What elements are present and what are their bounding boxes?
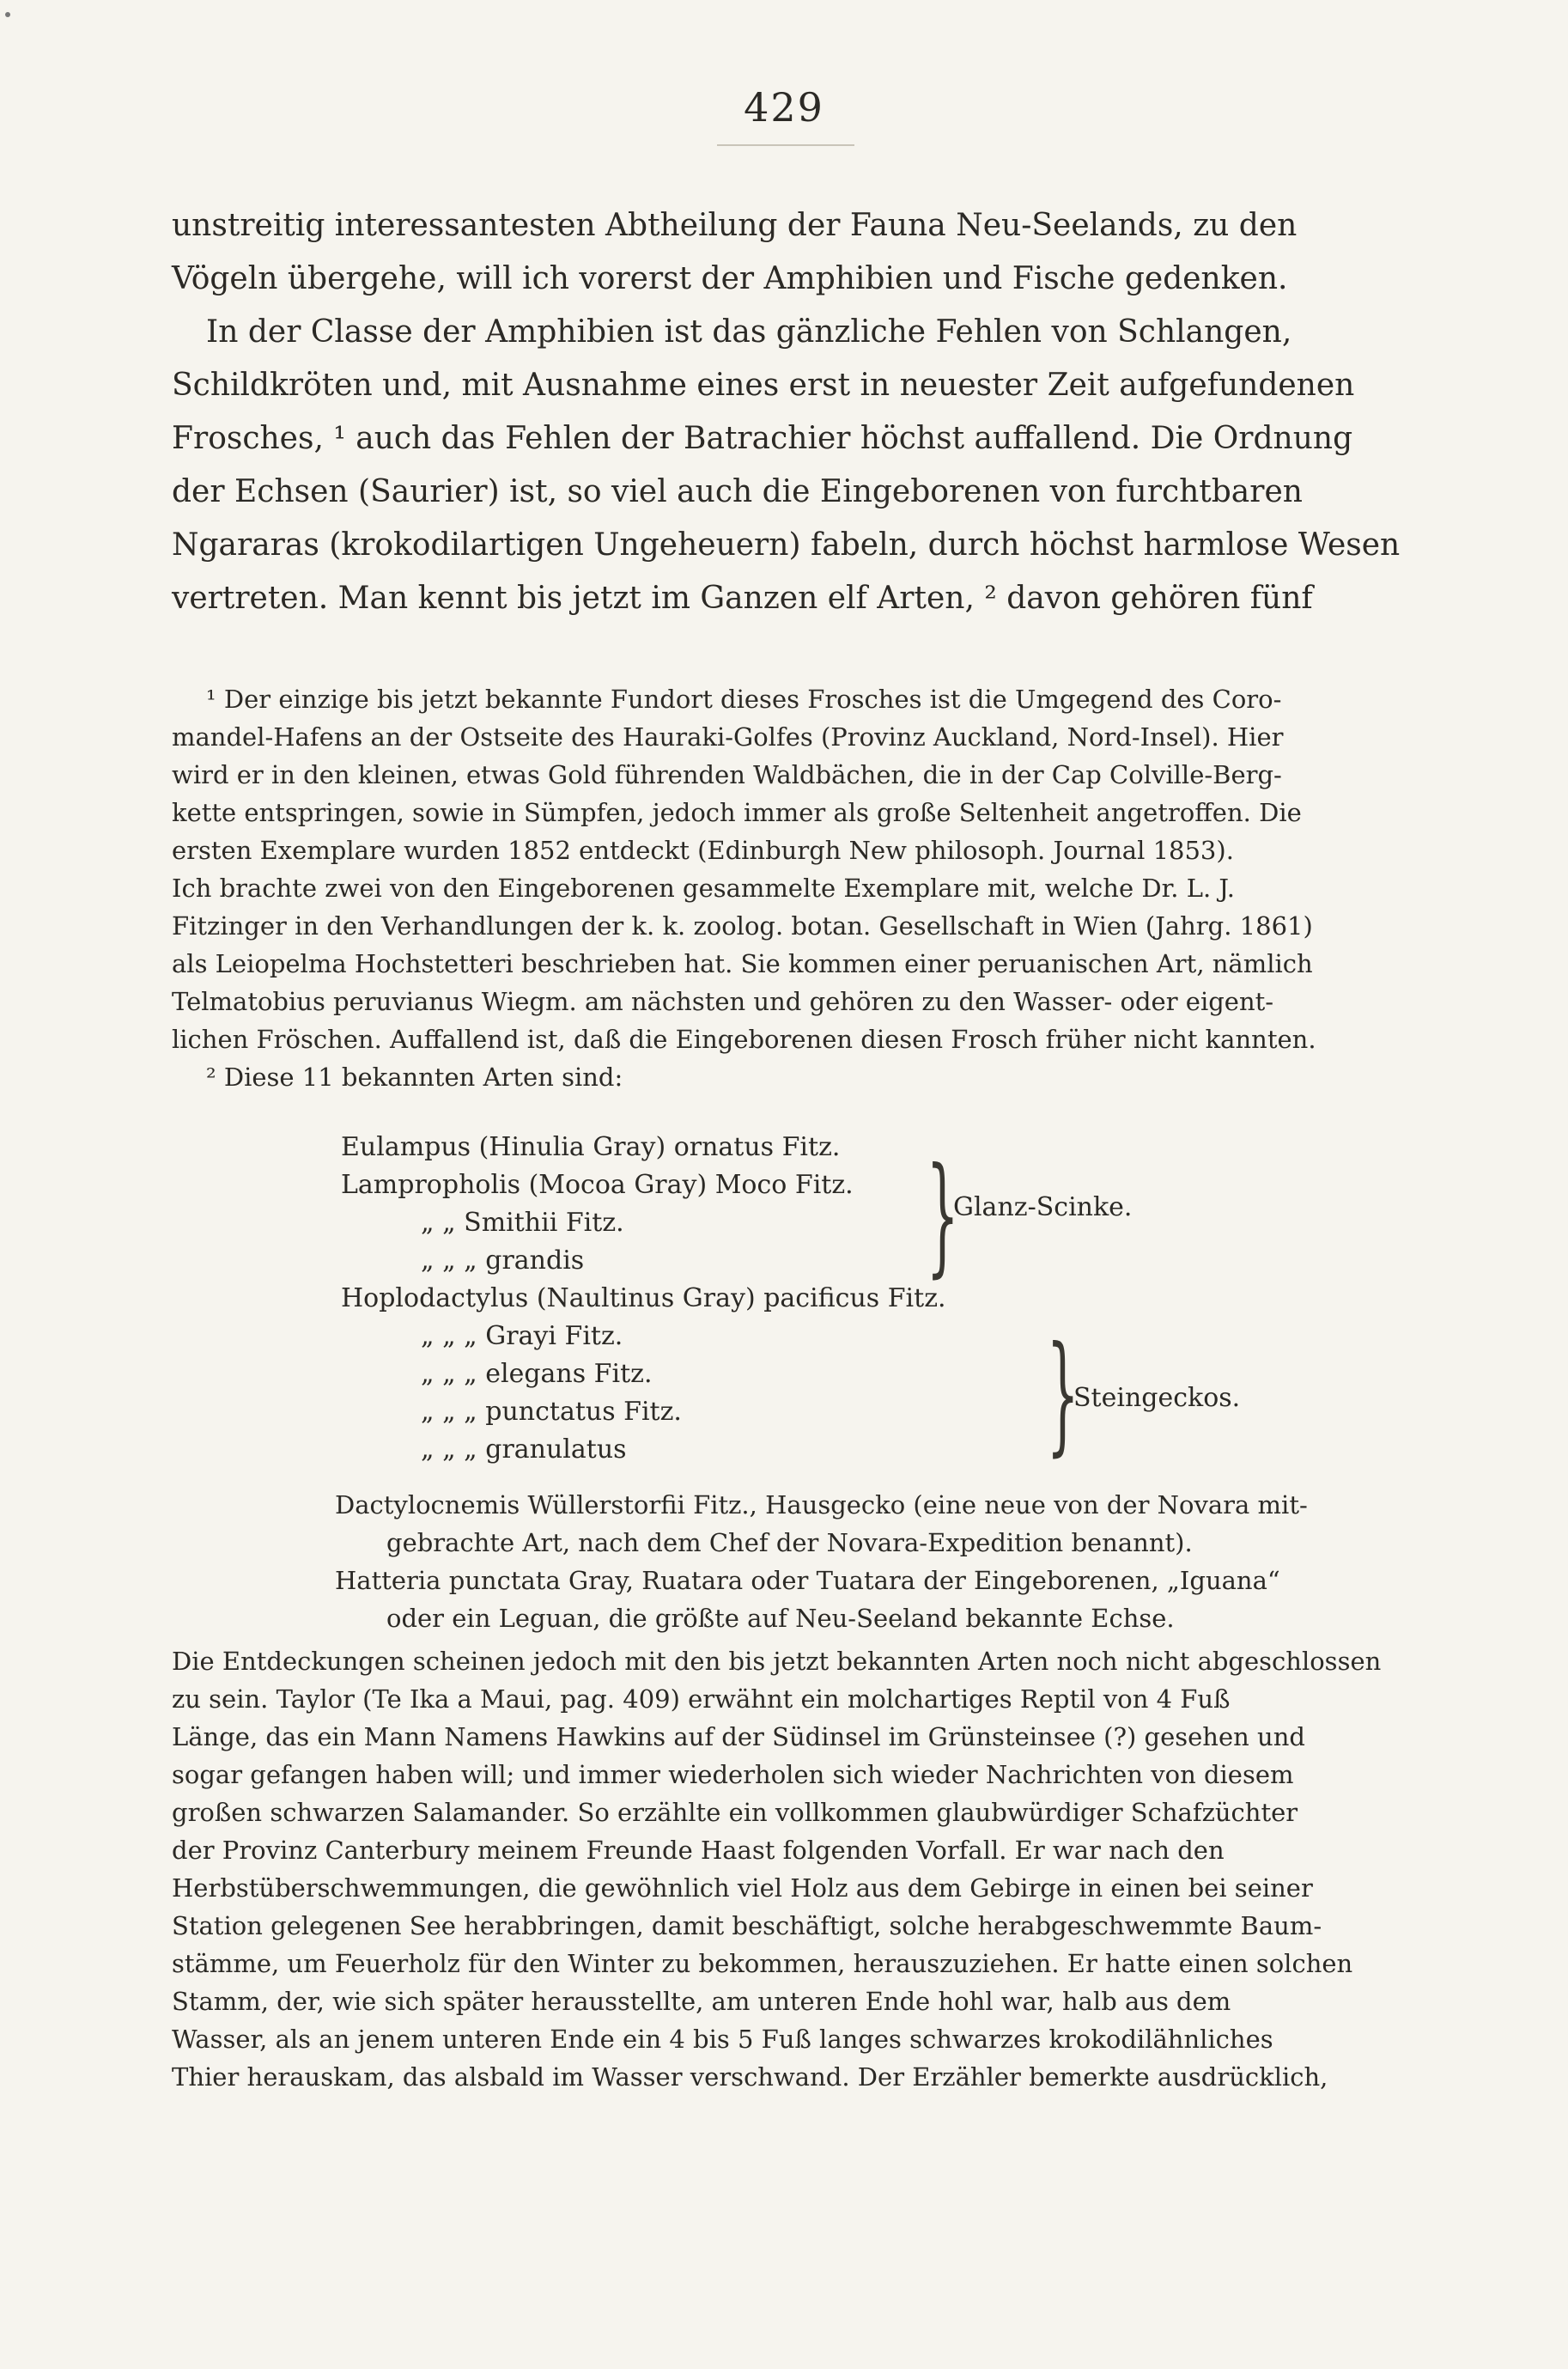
- group-label-scinke: Glanz-Scinke.: [953, 1192, 1133, 1222]
- species-item: Hoplodactylus (Naultinus Gray) pacificus Fitz.: [341, 1283, 946, 1313]
- species-item: „ „ „ granulatus: [421, 1434, 627, 1465]
- footnote-line: der Provinz Canterbury meinem Freunde Haast folgenden Vorfall. Er war nach den: [172, 1836, 1225, 1865]
- footnote-line: Telmatobius peruvianus Wiegm. am nächsten und gehören zu den Wasser- oder eigent-: [172, 987, 1274, 1016]
- species-item: „ „ „ Grayi Fitz.: [421, 1321, 623, 1351]
- scan-speck: [5, 12, 10, 17]
- species-item: Eulampus (Hinulia Gray) ornatus Fitz.: [341, 1132, 841, 1162]
- footnote-line: oder ein Leguan, die größte auf Neu-Seeland bekannte Echse.: [386, 1604, 1175, 1633]
- footnote-line: ¹ Der einzige bis jetzt bekannte Fundort dieses Frosches ist die Umgegend des Coro-: [206, 685, 1282, 714]
- footnote-line: als Leiopelma Hochstetteri beschrieben hat. Sie kommen einer peruanischen Art, nämlich: [172, 949, 1313, 978]
- footnote-line: Thier herauskam, das alsbald im Wasser verschwand. Der Erzähler bemerkte ausdrücklich,: [172, 2062, 1328, 2092]
- footnote-2-species-extra: [335, 1486, 1408, 1637]
- group-label-geckos: Steingeckos.: [1073, 1383, 1241, 1413]
- footnote-line: Fitzinger in den Verhandlungen der k. k. zoolog. botan. Gesellschaft in Wien (Jahrg. 1861): [172, 911, 1313, 941]
- page-number: 429: [744, 84, 824, 131]
- species-item: „ „ „ elegans Fitz.: [421, 1359, 653, 1389]
- footnote-line: kette entspringen, sowie in Sümpfen, jedoch immer als große Seltenheit angetroffen. Die: [172, 798, 1302, 827]
- footnote-2-tail: [172, 1642, 1408, 2096]
- footnote-line: Herbstüberschwemmungen, die gewöhnlich viel Holz aus dem Gebirge in einen bei seiner: [172, 1873, 1313, 1903]
- footnote-line: stämme, um Feuerholz für den Winter zu bekommen, herauszuziehen. Er hatte einen solchen: [172, 1949, 1353, 1978]
- footnote-2-intro: ² Diese 11 bekannten Arten sind:: [206, 1063, 623, 1092]
- footnote-line: mandel-Hafens an der Ostseite des Hauraki-Golfes (Provinz Auckland, Nord-Insel). Hier: [172, 722, 1284, 752]
- text-line: der Echsen (Saurier) ist, so viel auch die Eingeborenen von furchtbaren: [172, 474, 1303, 509]
- footnote-line: wird er in den kleinen, etwas Gold führenden Waldbächen, die in der Cap Colville-Berg-: [172, 760, 1282, 789]
- footnote-line: Dactylocnemis Wüllerstorfii Fitz., Hausgecko (eine neue von der Novara mit-: [335, 1490, 1308, 1519]
- footnote-line: Stamm, der, wie sich später herausstellte, am unteren Ende hohl war, halb aus dem: [172, 1987, 1231, 2016]
- footnote-1: [172, 680, 1408, 1096]
- footnote-line: großen schwarzen Salamander. So erzählte ein vollkommen glaubwürdiger Schafzüchter: [172, 1798, 1298, 1827]
- species-item: „ „ „ punctatus Fitz.: [421, 1397, 682, 1427]
- footnote-line: Die Entdeckungen scheinen jedoch mit den bis jetzt bekannten Arten noch nicht abgeschlossen: [172, 1647, 1382, 1676]
- text-line: vertreten. Man kennt bis jetzt im Ganzen elf Arten, ² davon gehören fünf: [172, 581, 1313, 616]
- footnote-line: Ich brachte zwei von den Eingeborenen gesammelte Exemplare mit, welche Dr. L. J.: [172, 874, 1236, 903]
- text-line: unstreitig interessantesten Abtheilung der Fauna Neu-Seelands, zu den: [172, 208, 1298, 243]
- text-line: Schildkröten und, mit Ausnahme eines erst in neuester Zeit aufgefundenen: [172, 368, 1355, 403]
- footnote-line: ersten Exemplare wurden 1852 entdeckt (Edinburgh New philosoph. Journal 1853).: [172, 836, 1234, 865]
- footnote-line: zu sein. Taylor (Te Ika a Maui, pag. 409) erwähnt ein molchartiges Reptil von 4 Fuß: [172, 1684, 1231, 1714]
- brace-icon: }: [926, 1141, 959, 1290]
- footnote-line: sogar gefangen haben will; und immer wiederholen sich wieder Nachrichten von diesem: [172, 1760, 1294, 1789]
- footnote-line: Station gelegenen See herabbringen, damit beschäftigt, solche herabgeschwemmte Baum-: [172, 1911, 1322, 1940]
- footnote-line: Länge, das ein Mann Namens Hawkins auf der Südinsel im Grünsteinsee (?) gesehen und: [172, 1722, 1305, 1751]
- footnote-line: gebrachte Art, nach dem Chef der Novara-Expedition benannt).: [386, 1528, 1193, 1557]
- header-rule: [717, 144, 854, 146]
- species-item: Lampropholis (Mocoa Gray) Moco Fitz.: [341, 1170, 854, 1200]
- text-line: Ngararas (krokodilartigen Ungeheuern) fabeln, durch höchst harmlose Wesen: [172, 527, 1401, 563]
- footnote-line: Wasser, als an jenem unteren Ende ein 4 bis 5 Fuß langes schwarzes krokodilähnliches: [172, 2025, 1273, 2054]
- species-item: „ „ Smithii Fitz.: [421, 1208, 624, 1238]
- footnote-line: Hatteria punctata Gray, Ruatara oder Tuatara der Eingeborenen, „Iguana“: [335, 1566, 1280, 1595]
- species-item: „ „ „ grandis: [421, 1245, 585, 1276]
- main-paragraph: [172, 199, 1408, 625]
- text-line: Frosches, ¹ auch das Fehlen der Batrachier höchst auffallend. Die Ordnung: [172, 421, 1353, 456]
- text-line: Vögeln übergehe, will ich vorerst der Amphibien und Fische gedenken.: [172, 261, 1288, 296]
- footnote-line: lichen Fröschen. Auffallend ist, daß die Eingeborenen diesen Frosch früher nicht kannten.: [172, 1025, 1316, 1054]
- brace-icon: }: [1046, 1319, 1079, 1469]
- text-line: In der Classe der Amphibien ist das gänzliche Fehlen von Schlangen,: [206, 314, 1292, 350]
